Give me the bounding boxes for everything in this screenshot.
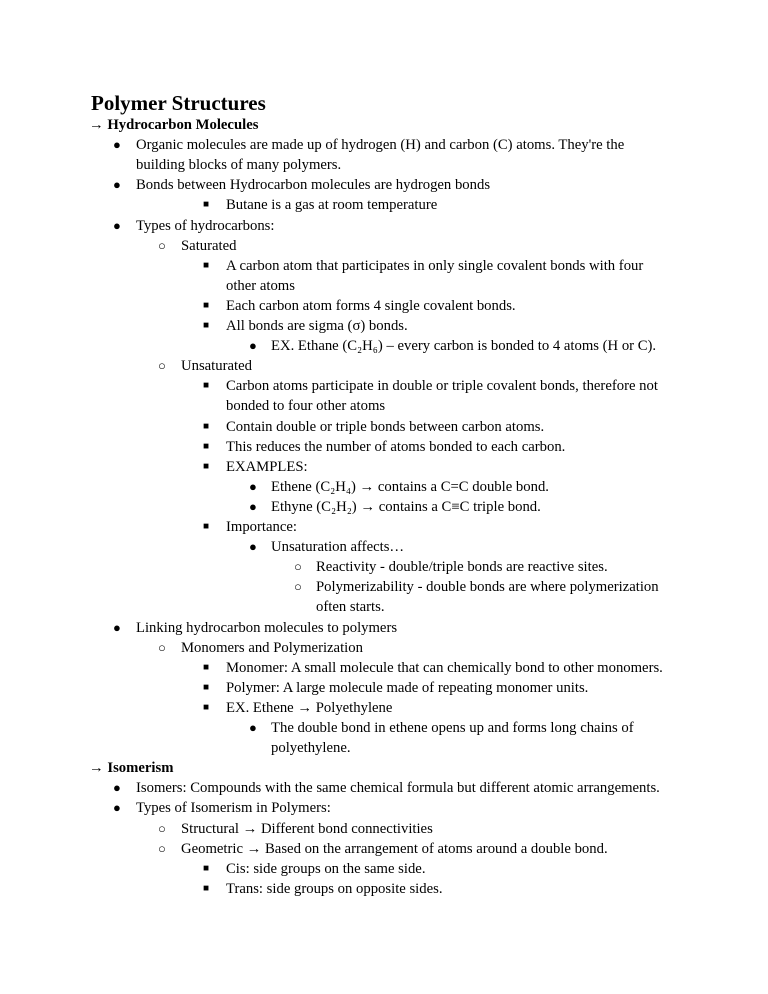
bullet-circle-icon: ○ xyxy=(158,840,166,856)
bullet-square-icon: ■ xyxy=(203,299,210,311)
bullet-disc-icon: ● xyxy=(113,217,121,233)
bullet-square-icon: ■ xyxy=(203,521,210,532)
list-item: Ethene (C₂H₄) → contains a C=C double bond. xyxy=(271,478,549,495)
bullet-square-icon: ■ xyxy=(203,681,210,693)
bullet-circle-icon: ○ xyxy=(294,559,302,575)
list-item: Polymerizability - double bonds are where polymerization xyxy=(316,579,659,596)
bullet-square-icon: ■ xyxy=(203,701,210,713)
list-item: Types of Isomerism in Polymers: xyxy=(136,800,331,817)
bullet-square-icon: ■ xyxy=(203,882,210,894)
list-item: Carbon atoms participate in double or triple covalent bonds, therefore not xyxy=(226,378,658,395)
bullet-square-icon: ■ xyxy=(203,862,210,874)
list-item: Saturated xyxy=(181,237,237,254)
bullet-disc-icon: ● xyxy=(113,780,121,796)
bullet-circle-icon: ○ xyxy=(158,358,166,374)
list-item: EXAMPLES: xyxy=(226,458,308,475)
list-item: Cis: side groups on the same side. xyxy=(226,860,426,877)
bullet-disc-icon: ● xyxy=(249,478,257,494)
list-item: Unsaturation affects… xyxy=(271,539,405,556)
bullet-square-icon: ■ xyxy=(203,661,210,673)
bullet-disc-icon: ● xyxy=(249,720,257,735)
bullet-square-icon: ■ xyxy=(203,420,210,432)
list-item-continuation: polyethylene. xyxy=(271,740,351,757)
list-item: All bonds are sigma (σ) bonds. xyxy=(226,318,408,334)
bullet-square-icon: ■ xyxy=(203,460,210,472)
bullet-square-icon: ■ xyxy=(203,199,210,211)
list-item: Trans: side groups on opposite sides. xyxy=(226,880,443,897)
bullet-disc-icon: ● xyxy=(113,619,121,635)
list-item: Ethyne (C₂H₂) → contains a C≡C triple bond. xyxy=(271,498,541,515)
bullet-square-icon: ■ xyxy=(203,320,210,331)
list-item: Structural → Different bond connectivities xyxy=(181,820,433,837)
list-item: EX. Ethane (C₂H₆) – every carbon is bonded to 4 atoms (H or C). xyxy=(271,338,657,355)
bullet-square-icon: ■ xyxy=(203,380,210,392)
section-heading: → Isomerism xyxy=(89,760,174,777)
bullet-square-icon: ■ xyxy=(203,440,210,452)
list-item: Polymer: A large molecule made of repeating monomer units. xyxy=(226,679,589,696)
list-item: Importance: xyxy=(226,519,297,535)
bullet-disc-icon: ● xyxy=(249,338,257,354)
list-item-continuation: bonded to four other atoms xyxy=(226,398,386,415)
bullet-circle-icon: ○ xyxy=(158,639,166,655)
bullet-disc-icon: ● xyxy=(113,800,121,816)
list-item: EX. Ethene → Polyethylene xyxy=(226,699,393,716)
list-item: Contain double or triple bonds between carbon atoms. xyxy=(226,418,545,435)
list-item: Butane is a gas at room temperature xyxy=(226,197,438,214)
page-title: Polymer Structures xyxy=(91,91,266,115)
list-item-continuation: building blocks of many polymers. xyxy=(136,157,342,174)
bullet-circle-icon: ○ xyxy=(158,237,166,253)
list-item: A carbon atom that participates in only single covalent bonds with four xyxy=(226,257,644,274)
list-item: Linking hydrocarbon molecules to polymers xyxy=(136,619,398,636)
list-item: Organic molecules are made up of hydrogen (H) and carbon (C) atoms. They're the xyxy=(136,137,625,154)
list-item: Unsaturated xyxy=(181,358,252,375)
bullet-circle-icon: ○ xyxy=(158,820,166,836)
list-item-continuation: other atoms xyxy=(226,277,295,294)
bullet-square-icon: ■ xyxy=(203,259,210,271)
list-item: Monomers and Polymerization xyxy=(181,639,363,656)
list-item: Isomers: Compounds with the same chemical formula but different atomic arrangements. xyxy=(136,780,660,797)
bullet-disc-icon: ● xyxy=(249,539,257,555)
bullet-disc-icon: ● xyxy=(113,177,121,193)
list-item: The double bond in ethene opens up and forms long chains of xyxy=(271,720,634,736)
list-item: Geometric → Based on the arrangement of atoms around a double bond. xyxy=(181,840,608,857)
bullet-disc-icon: ● xyxy=(249,498,257,514)
list-item: This reduces the number of atoms bonded to each carbon. xyxy=(226,438,566,455)
list-item: Types of hydrocarbons: xyxy=(136,217,275,234)
list-item: Monomer: A small molecule that can chemically bond to other monomers. xyxy=(226,659,663,676)
list-item: Reactivity - double/triple bonds are reactive sites. xyxy=(316,559,608,576)
list-item: Each carbon atom forms 4 single covalent bonds. xyxy=(226,297,516,314)
bullet-circle-icon: ○ xyxy=(294,579,302,595)
bullet-disc-icon: ● xyxy=(113,137,121,153)
list-item: Bonds between Hydrocarbon molecules are hydrogen bonds xyxy=(136,177,491,194)
list-item-continuation: often starts. xyxy=(316,599,385,616)
section-heading: → Hydrocarbon Molecules xyxy=(89,117,259,133)
